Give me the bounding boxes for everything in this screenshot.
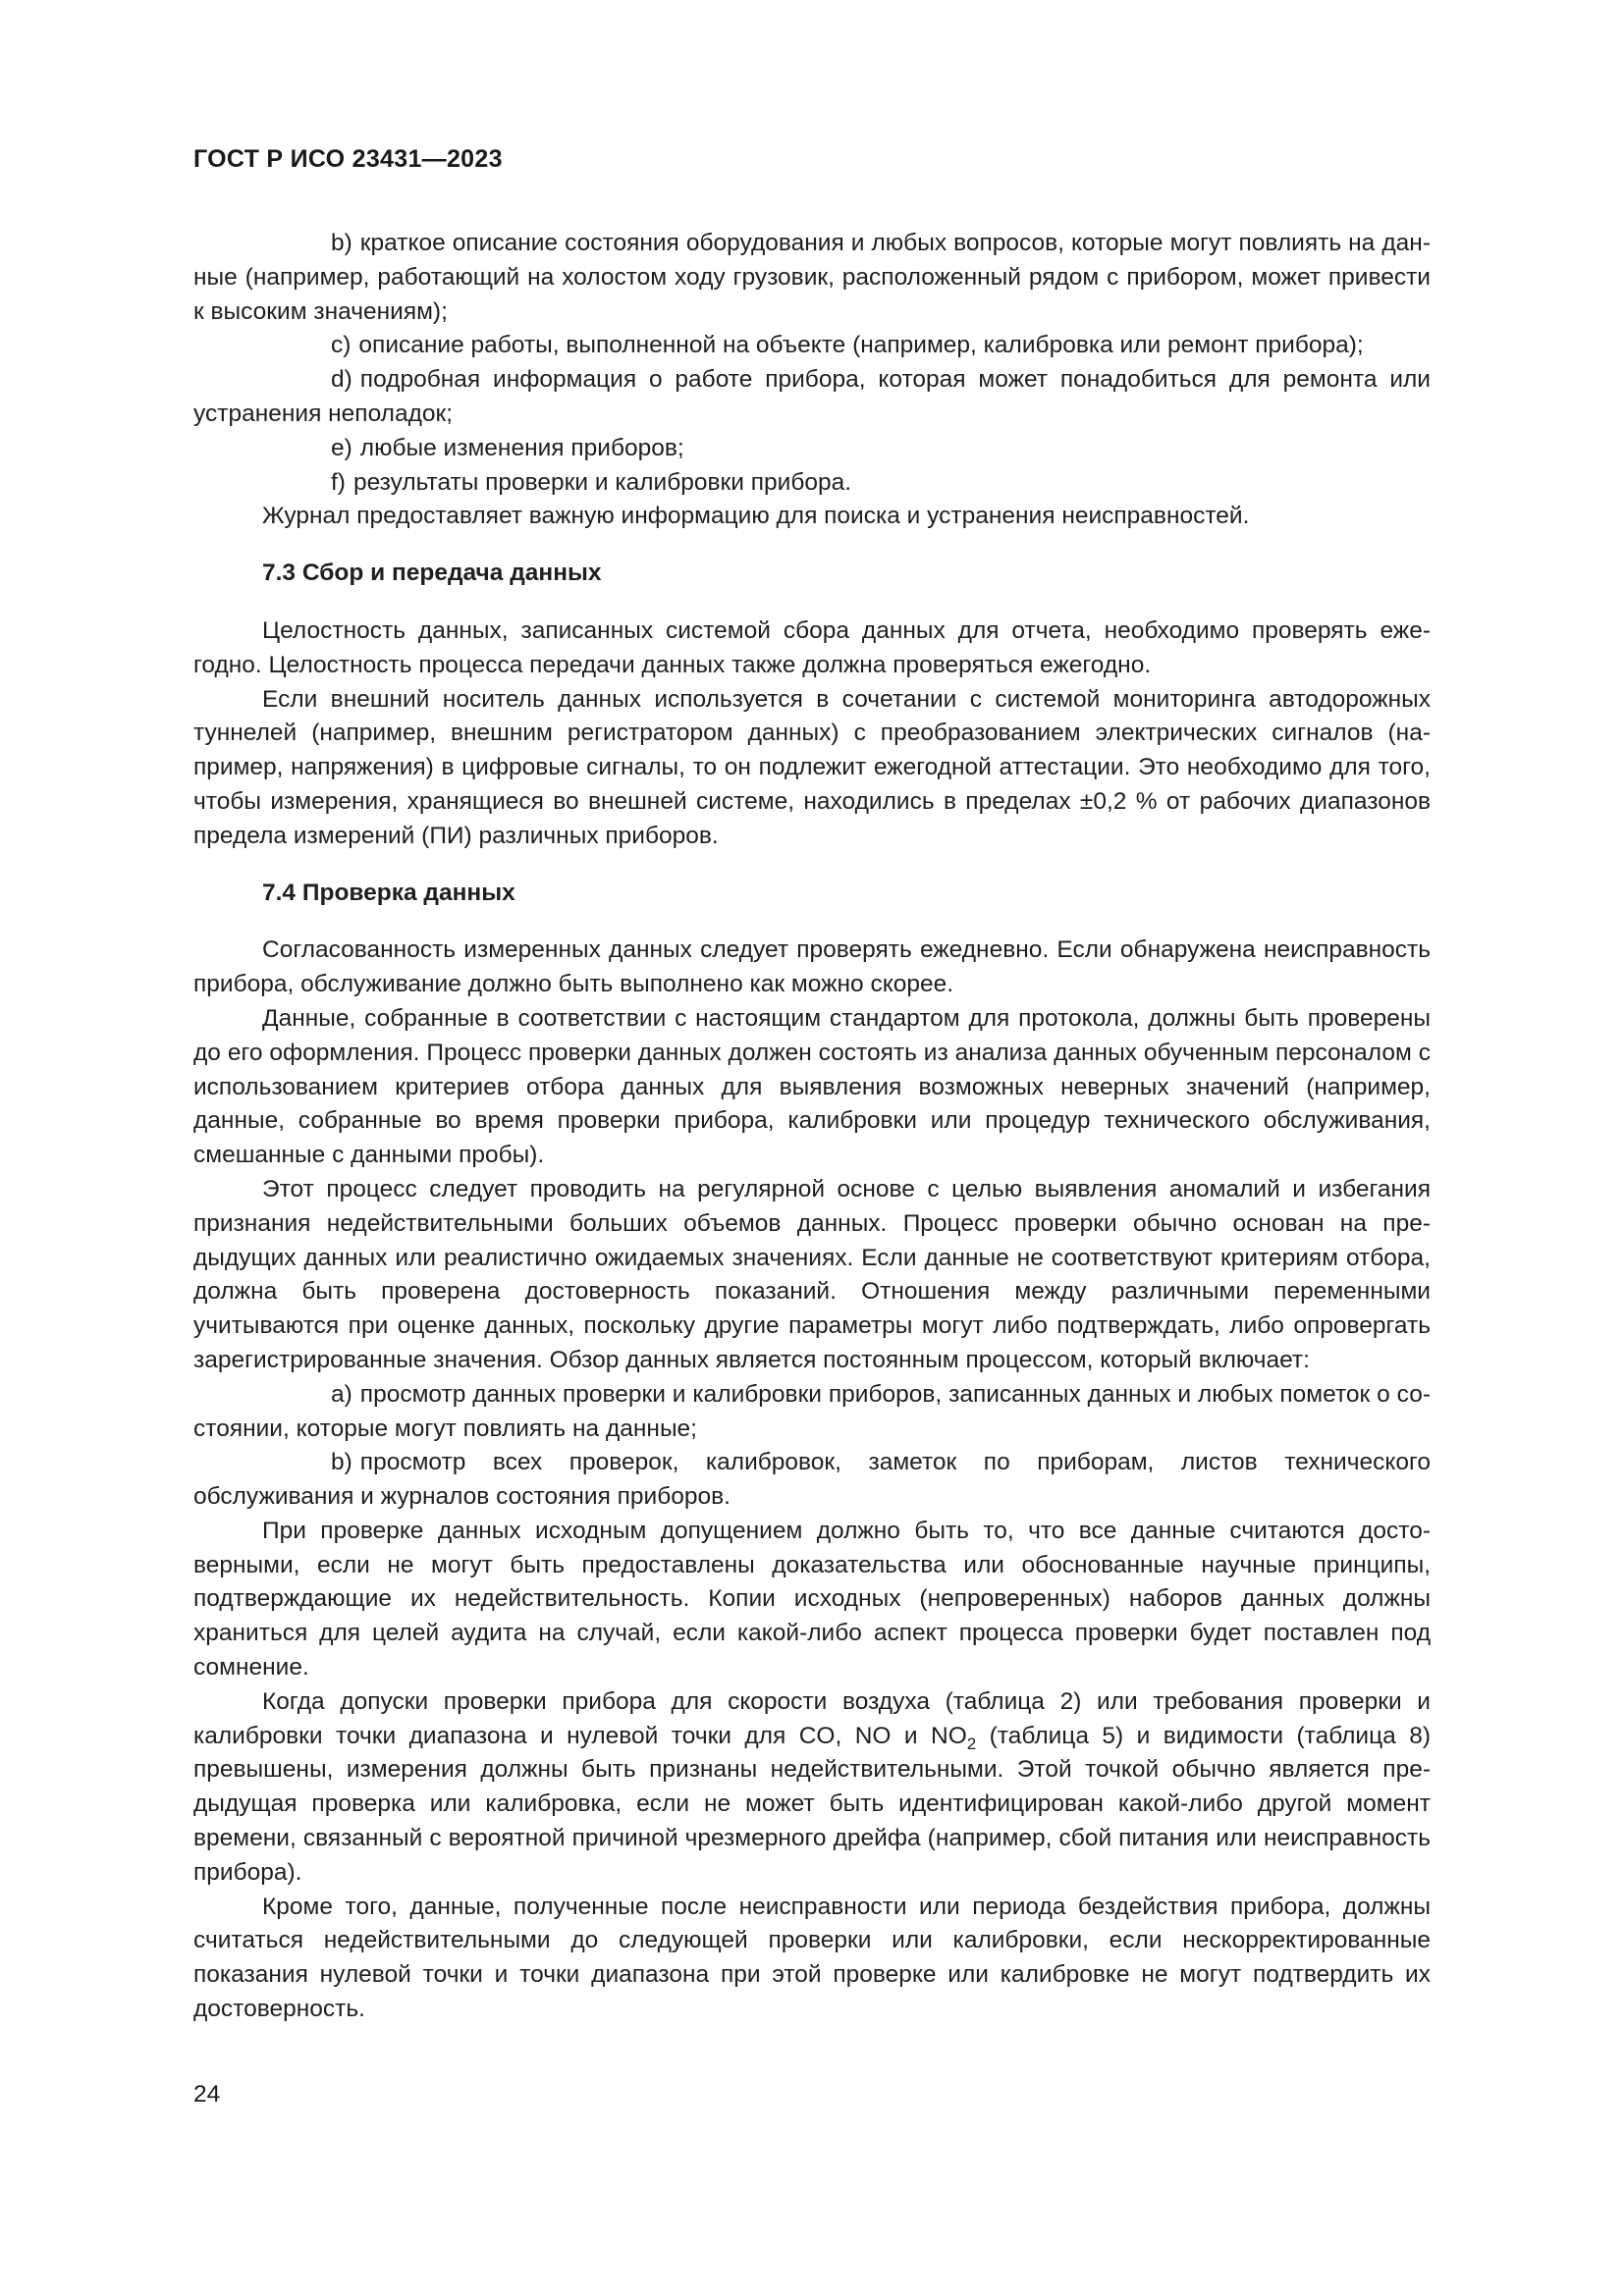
list-item-e [193,432,1431,466]
list-item-label: d) [331,366,352,394]
paragraph-tolerance [193,1685,1431,1891]
list-item-label: c) [331,332,352,359]
list-item-b [193,1446,1431,1515]
list-item-d [193,363,1431,432]
list-item-label: e) [331,434,352,461]
list-item-text: любые изменения приборов; [359,434,684,461]
list-item-text: просмотр данных проверки и калибровки приборов, записанных данных и любых пометок о состоянии, которые могут повлиять на данные; [193,1380,1431,1442]
list-item-a [193,1378,1431,1447]
list-item-b [193,227,1431,329]
list-item-text: краткое описание состояния оборудования и любых вопросов, которые могут повлиять на данные (например, работающий на холостом ходу грузовик, расположенный рядом с прибором, может привести к высоким значениям); [193,230,1431,325]
list-item-text: описание работы, выполненной на объекте (например, калибровка или ремонт прибора); [358,332,1364,359]
list-item-label: a) [331,1380,352,1408]
paragraph: Целостность данных, записанных системой сбора данных для отчета, необходимо проверять ежегодно. Целостность процесса передачи данных также должна проверяться ежегодно. [193,616,1431,678]
section-heading-7-4: 7.4 Проверка данных [262,879,515,906]
list-item-label: b) [331,230,352,256]
paragraph-text: (таблица 5) и видимости (таблица 8) превышены, измерения должны быть признаны недействительными. Этой точкой обычно является предыдущая проверка или калибровка, если не может быть идентифицирован какой-либо другой момент времени, связанный с вероятной причиной чрезмерного дрейфа (например, сбой питания или неисправность прибора). [193,1722,1431,1886]
list-item-label: f) [331,468,346,496]
paragraph: Согласованность измеренных данных следует проверять ежедневно. Если обнаружена неисправность прибора, обслуживание должно быть выполнено как можно скорее. [193,936,1431,998]
paragraph: Этот процесс следует проводить на регулярной основе с целью выявления аномалий и избегания признания недействительными больших объемов данных. Процесс проверки обычно основан на предыдущих данных или реалистично ожидаемых значениях. Если данные не соответствуют критериям отбора, должна быть проверена достоверность показаний. Отношения между различными переменными учитываются при оценке данных, поскольку другие параметры могут либо подтверждать, либо опровергать зарегистрированные значения. Обзор данных является постоянным процессом, который включает: [193,1175,1431,1373]
paragraph-final: Кроме того, данные, полученные после неисправности или периода бездействия прибора, должны считаться недействительными до следующей проверки или калибровки, если нескорректированные показания нулевой точки и точки диапазона при этой проверке или калибровке не могут подтвердить их достоверность. [193,1893,1431,2023]
document-header-title: ГОСТ Р ИСО 23431—2023 [193,145,503,173]
paragraph: Данные, собранные в соответствии с настоящим стандартом для протокола, должны быть проверены до его оформления. Процесс проверки данных должен состоять из анализа данных обученным персоналом с использованием критериев отбора данных для выявления возможных неверных значений (например, данные, собранные во время проверки прибора, калибровки или процедур технического обслуживания, смешанные с данными пробы). [193,1004,1431,1169]
document-body [193,227,1431,2027]
subscript: 2 [966,1734,977,1753]
list-item-c [193,329,1431,363]
list-item-f [193,466,1431,501]
list-item-text: подробная информация о работе прибора, которая может понадобиться для ремонта или устранения неполадок; [193,366,1431,427]
page-number: 24 [193,2081,221,2108]
paragraph-text: Когда допуски проверки прибора для скорости воздуха (таблица 2) или требования проверки и калибровки точки диапазона и нулевой точки для CO, NO и NO [193,1687,1431,1749]
paragraph-validity: При проверке данных исходным допущением должно быть то, что все данные считаются достоверными, если не могут быть предоставлены доказательства или обоснованные научные принципы, подтверждающие их недействительность. Копии исходных (непроверенных) наборов данных должны храниться для целей аудита на случай, если какой-либо аспект процесса проверки будет поставлен под сомнение. [193,1517,1431,1682]
paragraph: Если внешний носитель данных используется в сочетании с системой мониторинга автодорожных туннелей (например, внешним регистратором данных) с преобразованием электрических сигналов (например, напряжения) в цифровые сигналы, то он подлежит ежегодной аттестации. Это необходимо для того, чтобы измерения, хранящиеся во внешней системе, находились в пределах ±0,2 % от рабочих диапазонов предела измерений (ПИ) различных приборов. [193,685,1431,849]
list-item-text: просмотр всех проверок, калибровок, заметок по приборам, листов технического обслуживания и журналов состояния приборов. [193,1449,1431,1511]
journal-note: Журнал предоставляет важную информацию для поиска и устранения неисправностей. [262,503,1250,530]
list-item-label: b) [331,1449,352,1476]
section-heading-7-3: 7.3 Сбор и передача данных [262,560,602,587]
list-item-text: результаты проверки и калибровки прибора. [352,468,852,496]
